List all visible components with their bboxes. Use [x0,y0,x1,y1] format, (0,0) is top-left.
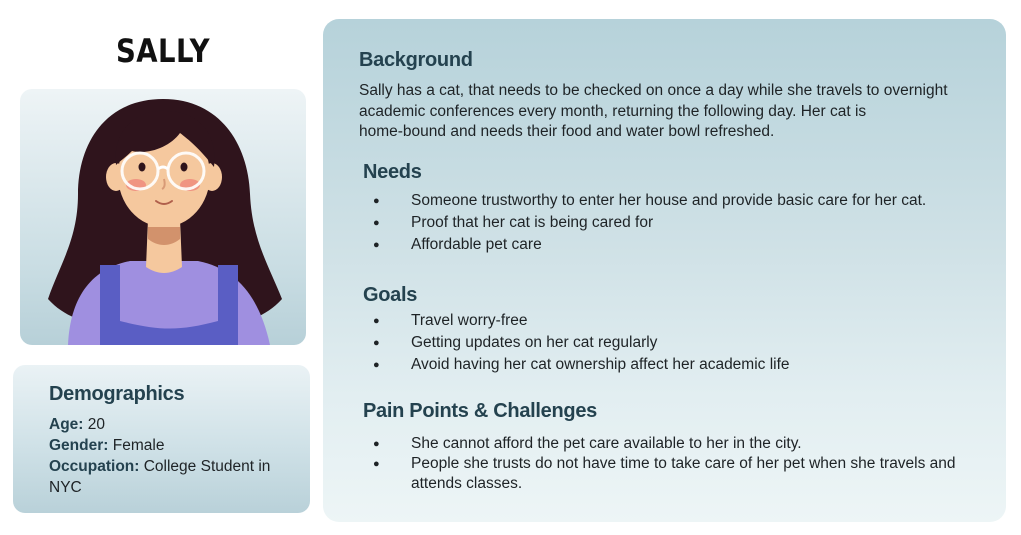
needs-title: Needs [363,161,422,183]
age-row [49,414,286,435]
background-line: academic conferences every month, returning the following day. Her cat is [359,102,867,120]
occupation-row [49,456,286,477]
list-item: ● Avoid having her cat ownership affect her academic life [363,354,993,376]
list-item: ● She cannot afford the pet care available to her in the city. [363,434,993,454]
list-item: ● Proof that her cat is being cared for [363,212,993,234]
persona-details-card [323,19,1006,522]
background-line: Sally has a cat, that needs to be checked on once a day while she travels to overnight [359,82,948,99]
list-item: ● Getting updates on her cat regularly [363,332,993,354]
occupation-value-line2: NYC [49,479,82,496]
list-item: ● Someone trustworthy to enter her house and provide basic care for her cat. [363,190,993,212]
background-line: home-bound and needs their food and water bowl refreshed. [359,123,775,140]
needs-section [363,161,993,256]
goals-section [363,284,993,376]
pain-points-title: Pain Points & Challenges [363,400,597,422]
gender-value: Female [112,437,165,454]
demographics-card [13,365,310,513]
occupation-value-line1: College Student in [143,458,271,475]
goals-title: Goals [363,284,418,306]
age-label: Age: [49,416,84,433]
pain-points-section [363,400,993,494]
list-item: ● Travel worry-free [363,310,993,332]
age-value: 20 [87,416,106,433]
gender-label: Gender: [49,437,109,454]
gender-row [49,435,286,456]
list-item-continuation: attends classes. [411,475,523,492]
woman-with-glasses-icon [20,89,306,345]
background-section [359,49,989,143]
avatar [20,89,306,345]
list-item: ● Affordable pet care [363,234,993,256]
occupation-label: Occupation: [49,458,140,475]
persona-name: SALLY [116,32,210,70]
background-title: Background [359,49,473,71]
demographics-title: Demographics [49,383,185,405]
list-item: ● People she trusts do not have time to take care of her pet when she travels and [363,454,993,474]
